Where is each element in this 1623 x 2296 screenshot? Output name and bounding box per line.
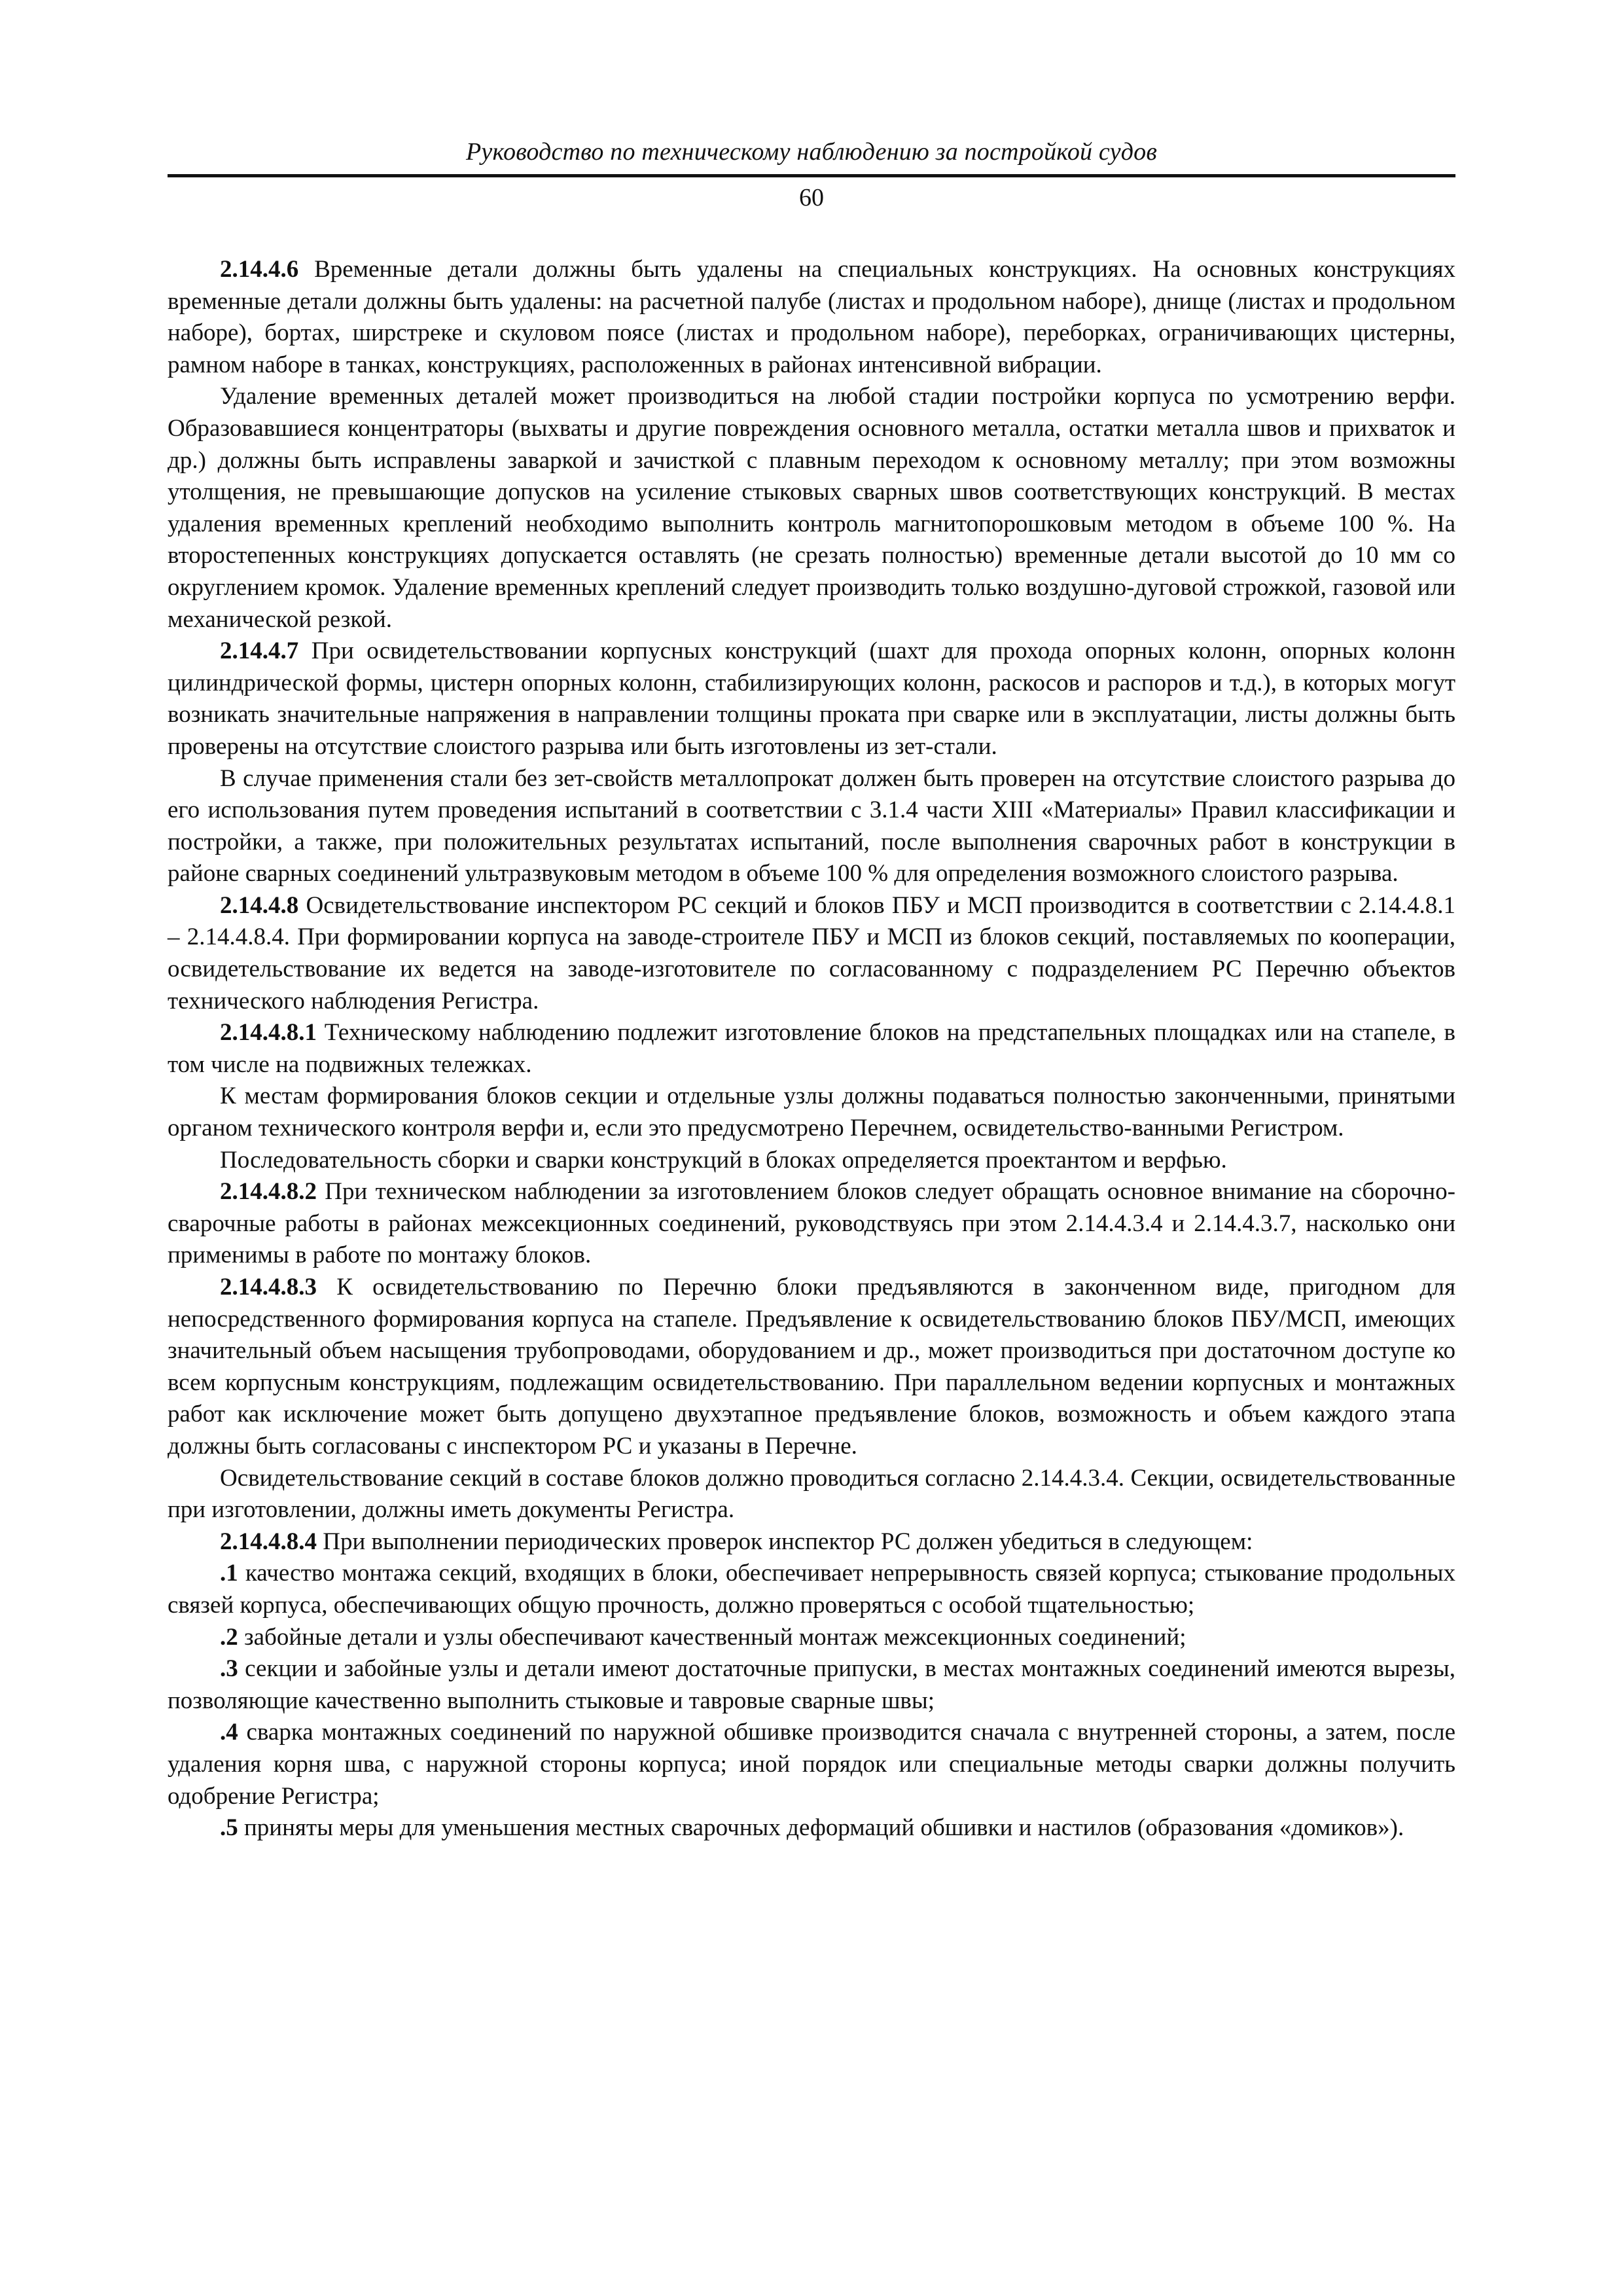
paragraph-text: Техническому наблюдению подлежит изготовление блоков на предстапельных площадках или на стапеле, в том числе на подвижных тележках. (168, 1019, 1455, 1078)
list-item-number: .2 (220, 1623, 238, 1651)
paragraph (168, 1017, 1455, 1081)
paragraph-text: В случае применения стали без зет-свойств металлопрокат должен быть проверен на отсутствие слоистого разрыва до его использования путем проведения испытаний в соответствии с 3.1.4 части XIII «Материалы» Правил классификации и постройки, а также, при положительных результатах испытаний, после выполнения сварочных работ в конструкции в районе сварных соединений ультразвуковым методом в объеме 100 % для определения возможного слоистого разрыва. (168, 764, 1455, 888)
list-item-text: сварка монтажных соединений по наружной обшивке производится сначала с внутренней стороны, а затем, после удаления корня шва, с наружной стороны корпуса; иной порядок или специальные методы сварки должны получить одобрение Регистра; (168, 1719, 1455, 1810)
paragraph-text: При техническом наблюдении за изготовлением блоков следует обращать основное внимание на сборочно-сварочные работы в районах межсекционных соединений, руководствуясь при этом 2.14.4.3.4 и 2.14.4.3.7, насколько они применимы в работе по монтажу блоков. (168, 1178, 1455, 1269)
paragraph (168, 763, 1455, 890)
list-item (168, 1812, 1455, 1844)
header-rule (168, 174, 1455, 177)
paragraph-text: Последовательность сборки и сварки конструкций в блоках определяется проектантом и верфью. (220, 1146, 1227, 1174)
clause-number: 2.14.4.8.4 (220, 1528, 317, 1555)
paragraph-text: При освидетельствовании корпусных конструкций (шахт для прохода опорных колонн, опорных колонн цилиндрической формы, цистерн опорных колонн, стабилизирующих колонн, раскосов и распоров и т.д.), в которых могут возникать значительные напряжения в направлении толщины проката при сварке или в эксплуатации, листы должны быть проверены на отсутствие слоистого разрыва или быть изготовлены из зет-стали. (168, 637, 1455, 760)
list-item-number: .3 (220, 1655, 238, 1683)
paragraph-text: При выполнении периодических проверок инспектор РС должен убедиться в следующем: (317, 1528, 1253, 1555)
page-number: 60 (799, 184, 824, 211)
paragraph (168, 890, 1455, 1017)
paragraph (168, 381, 1455, 636)
clause-number: 2.14.4.7 (220, 637, 299, 665)
paragraph (168, 1176, 1455, 1272)
body-text (168, 254, 1455, 1844)
paragraph-text: К освидетельствованию по Перечню блоки предъявляются в законченном виде, пригодном для непосредственного формирования корпуса на стапеле. Предъявление к освидетельствованию блоков ПБУ/МСП, имеющих значительный объем насыщения трубопроводами, оборудованием и др., может производиться при достаточном доступе ко всем корпусным конструкциям, подлежащим освидетельствованию. При параллельном ведении корпусных и монтажных работ как исключение может быть допущено двухэтапное предъявление блоков, возможность и объем каждого этапа должны быть согласованы с инспектором РС и указаны в Перечне. (168, 1274, 1455, 1460)
list-item (168, 1558, 1455, 1621)
list-item (168, 1653, 1455, 1717)
paragraph-text: Освидетельствование секций в составе блоков должно проводиться согласно 2.14.4.3.4. Секции, освидетельствованные при изготовлении, должны иметь документы Регистра. (168, 1464, 1455, 1524)
list-item (168, 1622, 1455, 1654)
clause-number: 2.14.4.8.1 (220, 1019, 317, 1047)
paragraph (168, 1272, 1455, 1463)
paragraph-text: Удаление временных деталей может производиться на любой стадии постройки корпуса по усмотрению верфи. Образовавшиеся концентраторы (выхваты и другие повреждения основного металла, остатки металла швов и прихваток и др.) должны быть исправлены заваркой и зачисткой с плавным переходом к основному металлу; при этом возможны утолщения, не превышающие допусков на усиление стыковых сварных швов соответствующих конструкций. В местах удаления временных креплений необходимо выполнить контроль магнитопорошковым методом в объеме 100 %. На второстепенных конструкциях допускается оставлять (не срезать полностью) временные детали высотой до 10 мм со округлением кромок. Удаление временных креплений следует производить только воздушно-дуговой строжкой, газовой или механической резкой. (168, 383, 1455, 633)
clause-number: 2.14.4.6 (220, 256, 299, 283)
list-item-number: .1 (220, 1560, 238, 1587)
clause-number: 2.14.4.8 (220, 891, 299, 919)
paragraph (168, 254, 1455, 381)
paragraph-text: К местам формирования блоков секции и отдельные узлы должны подаваться полностью законченными, принятыми органом технического контроля верфи и, если это предусмотрено Перечнем, освидетельство-ванными Регистром. (168, 1083, 1455, 1142)
paragraph-text: Временные детали должны быть удалены на специальных конструкциях. На основных конструкциях временные детали должны быть удалены: на расчетной палубе (листах и продольном наборе), днище (листах и продольном наборе), бортах, ширстреке и скуловом поясе (листах и продольном наборе), переборках, ограничивающих цистерны, рамном наборе в танках, конструкциях, расположенных в районах интенсивной вибрации. (168, 256, 1455, 378)
clause-number: 2.14.4.8.2 (220, 1178, 317, 1206)
list-item (168, 1717, 1455, 1812)
paragraph (168, 1145, 1455, 1177)
paragraph-text: Освидетельствование инспектором РС секций и блоков ПБУ и МСП производится в соответствии с 2.14.4.8.1 – 2.14.4.8.4. При формировании корпуса на заводе-строителе ПБУ и МСП из блоков секций, поставляемых по кооперации, освидетельствование их ведется на заводе-изготовителе по согласованному с подразделением РС Перечню объектов технического наблюдения Регистра. (168, 891, 1455, 1014)
list-item-text: секции и забойные узлы и детали имеют достаточные припуски, в местах монтажных соединений имеются вырезы, позволяющие качественно выполнить стыковые и тавровые сварные швы; (168, 1655, 1455, 1714)
running-header: Руководство по техническому наблюдению за постройкой судов (465, 138, 1158, 166)
paragraph (168, 1081, 1455, 1144)
list-item-text: забойные детали и узлы обеспечивают качественный монтаж межсекционных соединений; (238, 1623, 1186, 1651)
list-item-number: .4 (220, 1719, 238, 1746)
paragraph (168, 1463, 1455, 1526)
clause-number: 2.14.4.8.3 (220, 1274, 317, 1300)
paragraph (168, 636, 1455, 762)
list-item-text: приняты меры для уменьшения местных сварочных деформаций обшивки и настилов (образования «домиков»). (238, 1814, 1404, 1842)
paragraph (168, 1526, 1455, 1558)
list-item-text: качество монтажа секций, входящих в блоки, обеспечивает непрерывность связей корпуса; стыкование продольных связей корпуса, обеспечивающих общую прочность, должно проверяться с особой тщательностью; (168, 1560, 1455, 1619)
list-item-number: .5 (220, 1814, 238, 1842)
